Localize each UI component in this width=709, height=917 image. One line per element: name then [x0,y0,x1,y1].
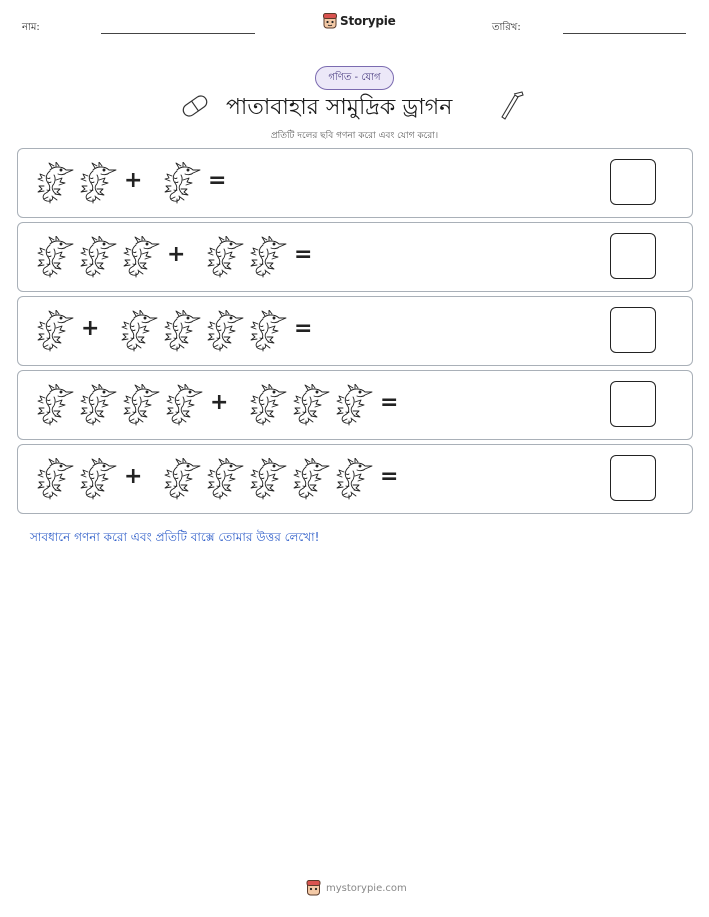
leafy-sea-dragon-icon [335,384,373,426]
leafy-sea-dragon-icon [163,310,201,352]
leafy-sea-dragon-icon [36,236,74,278]
problem-row [17,296,693,366]
footer-brand [306,880,407,896]
pill-icon [180,94,210,118]
leafy-sea-dragon-icon [36,384,74,426]
leafy-sea-dragon-icon [122,236,160,278]
leafy-sea-dragon-icon [206,310,244,352]
plus-sign: + [81,316,100,341]
leafy-sea-dragon-icon [292,458,330,500]
date-line[interactable] [563,33,686,34]
answer-box[interactable] [610,159,656,205]
title-row [0,90,709,122]
leafy-sea-dragon-icon [249,384,287,426]
subject-badge: গণিত - যোগ [315,66,394,90]
problem-row [17,370,693,440]
problem-row [17,444,693,514]
name-label: নাম: [22,22,40,33]
leafy-sea-dragon-icon [292,384,330,426]
answer-box[interactable] [610,381,656,427]
leafy-sea-dragon-icon [122,384,160,426]
leafy-sea-dragon-icon [163,162,201,204]
equals-sign: = [294,242,313,267]
plus-sign: + [124,464,143,489]
equals-sign: = [380,390,399,415]
date-label: তারিখ: [492,22,521,33]
leafy-sea-dragon-icon [165,384,203,426]
leafy-sea-dragon-icon [36,310,74,352]
plus-sign: + [167,242,186,267]
storypie-mascot-icon [306,880,321,896]
leafy-sea-dragon-icon [206,458,244,500]
leafy-sea-dragon-icon [249,310,287,352]
leafy-sea-dragon-icon [120,310,158,352]
leafy-sea-dragon-icon [249,458,287,500]
instruction-text: সাবধানে গণনা করো এবং প্রতিটি বাক্সে তোমার উত্তর লেখো! [30,530,320,544]
leafy-sea-dragon-icon [335,458,373,500]
problem-row [17,148,693,218]
plus-sign: + [124,168,143,193]
leafy-sea-dragon-icon [36,162,74,204]
answer-box[interactable] [610,307,656,353]
equals-sign: = [208,168,227,193]
answer-box[interactable] [610,233,656,279]
leafy-sea-dragon-icon [36,458,74,500]
subtitle: প্রতিটি দলের ছবি গণনা করো এবং যোগ করো। [270,131,439,141]
leafy-sea-dragon-icon [79,384,117,426]
plus-sign: + [210,390,229,415]
leafy-sea-dragon-icon [163,458,201,500]
problem-row [17,222,693,292]
answer-box[interactable] [610,455,656,501]
leafy-sea-dragon-icon [79,236,117,278]
brand-logo [323,13,396,29]
pole-icon [497,90,527,120]
footer-site: mystorypie.com [326,882,407,894]
storypie-mascot-icon [323,13,337,29]
leafy-sea-dragon-icon [79,458,117,500]
brand-name: Storypie [340,14,396,28]
leafy-sea-dragon-icon [206,236,244,278]
equals-sign: = [294,316,313,341]
page-title: পাতাবাহার সামুদ্রিক ড্রাগন [226,95,453,120]
leafy-sea-dragon-icon [249,236,287,278]
equals-sign: = [380,464,399,489]
leafy-sea-dragon-icon [79,162,117,204]
name-line[interactable] [101,33,255,34]
